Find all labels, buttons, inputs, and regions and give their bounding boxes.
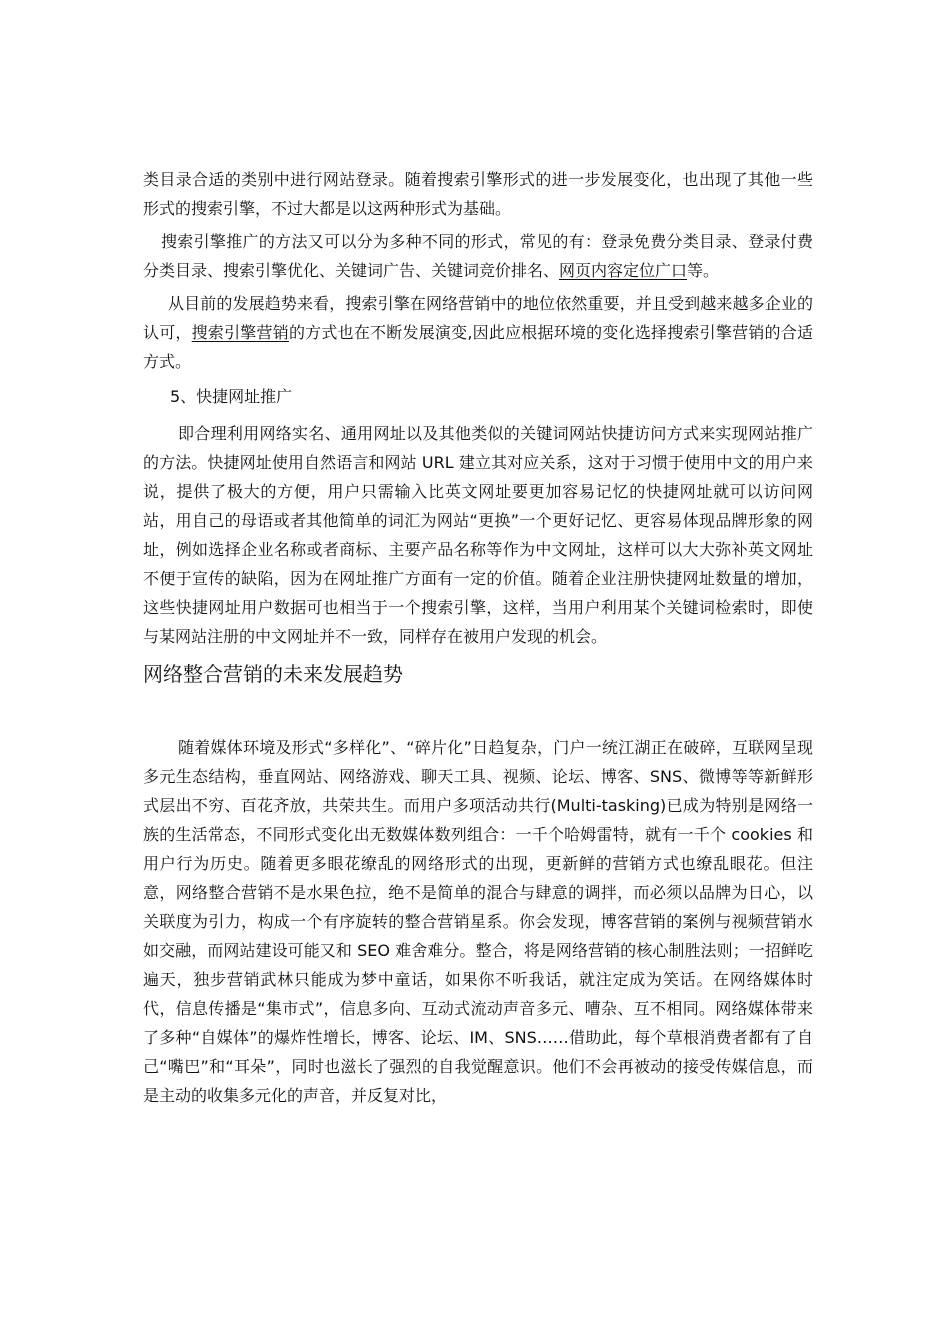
paragraph-search-engine-forms: 类目录合适的类别中进行网站登录。随着搜索引擎形式的进一步发展变化，也出现了其他一些形式的搜索引擎，不过大都是以这两种形式为基础。 bbox=[143, 170, 813, 218]
paragraph-text: 从目前的发展趋势来看，搜索引擎在网络营销中的地位依然重要，并且受到越来越多企业的认可， bbox=[143, 294, 813, 342]
paragraph-search-engine-methods bbox=[143, 227, 813, 285]
paragraph-quick-url: 即合理利用网络实名、通用网址以及其他类似的关键词网站快捷访问方式来实现网站推广的方法。快捷网址使用自然语言和网站 URL 建立其对应关系，这对于习惯于使用中文的用户来说，提供了极大的方便，用户只需输入比英文网址要更加容易记忆的快捷网址就可以访问网站，用自己的母语或者其他简单的词汇为网站“更换”一个更好记忆、更容易体现品牌形象的网址，例如选择企业名称或者商标、主要产品名称等作为中文网址，这样可以大大弥补英文网址不便于宣传的缺陷，因为在网址推广方面有一定的价值。随着企业注册快捷网址数量的增加，这些快捷网址用户数据可也相当于一个搜索引擎，这样，当用户利用某个关键词检索时，即使与某网站注册的中文网址并不一致，同样存在被用户发现的机会。 bbox=[143, 424, 813, 646]
paragraph-search-engine-trend bbox=[143, 289, 813, 376]
section-heading-future-trend: 网络整合营销的未来发展趋势 bbox=[143, 662, 403, 686]
spacer bbox=[143, 689, 813, 733]
link-search-engine-marketing[interactable]: 搜索引擎营销 bbox=[191, 323, 289, 342]
document-body bbox=[143, 165, 813, 1110]
paragraph-text: 的方式也在不断发展演变,因此应根据环境的变化选择搜索引擎营销的合适方式。 bbox=[143, 323, 813, 371]
subheading-quick-url: 5、快捷网址推广 bbox=[170, 387, 293, 406]
paragraph-integrated-marketing: 随着媒体环境及形式“多样化”、“碎片化”日趋复杂，门户一统江湖正在破碎，互联网呈现多元生态结构，垂直网站、网络游戏、聊天工具、视频、论坛、博客、SNS、微博等等新鲜形式层出不穷、百花齐放，共荣共生。而用户多项活动共行(Multi-tasking)已成为特别是网络一族的生活常态，不同形式变化出无数媒体数列组合：一千个哈姆雷特，就有一千个 cookies 和用户行为历史。随着更多眼花缭乱的网络形式的出现，更新鲜的营销方式也缭乱眼花。但注意，网络整合营销不是水果色拉，绝不是简单的混合与肆意的调拌，而必须以品牌为日心，以关联度为引力，构成一个有序旋转的整合营销星系。你会发现，博客营销的案例与视频营销水如交融，而网站建设可能又和 SEO 难舍难分。整合，将是网络营销的核心制胜法则；一招鲜吃遍天，独步营销武林只能成为梦中童话，如果你不听我话，就注定成为笑话。在网络媒体时代，信息传播是“集市式”，信息多向、互动式流动声音多元、嘈杂、互不相同。网络媒体带来了多种“自媒体”的爆炸性增长，博客、论坛、IM、SNS……借助此，每个草根消费者都有了自己“嘴巴”和“耳朵”，同时也滋长了强烈的自我觉醒意识。他们不会再被动的接受传媒信息，而是主动的收集多元化的声音，并反复对比， bbox=[143, 738, 813, 1105]
paragraph-text: 等。 bbox=[687, 261, 720, 280]
paragraph-text: 搜索引擎推广的方法又可以分为多种不同的形式，常见的有：登录免费分类目录、登录付费分类目录、搜索引擎优化、关键词广告、关键词竞价排名、 bbox=[143, 232, 813, 280]
link-web-content-ads[interactable]: 网页内容定位广口 bbox=[559, 261, 688, 280]
